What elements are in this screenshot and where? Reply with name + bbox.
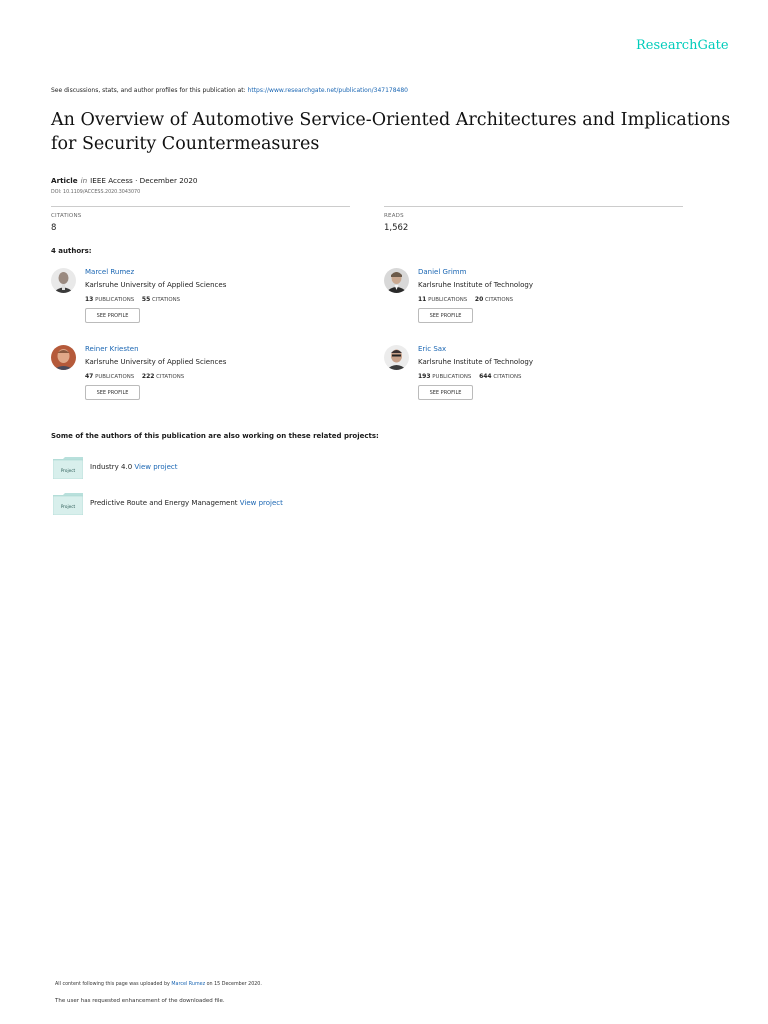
project-text <box>90 463 178 471</box>
upload-prefix: All content following this page was uploaded by <box>55 982 172 987</box>
author-institution: Karlsruhe Institute of Technology <box>418 281 533 289</box>
view-project-link[interactable]: View project <box>239 499 283 507</box>
publications-label: PUBLICATIONS <box>95 374 135 380</box>
citations-count: 644 <box>479 373 492 380</box>
publications-count: 193 <box>418 373 431 380</box>
venue-date: IEEE Access · December 2020 <box>90 176 198 185</box>
author-stats <box>418 296 519 303</box>
author-name-link[interactable]: Eric Sax <box>418 345 447 353</box>
project-icon-label: Project <box>60 468 76 473</box>
reads-divider <box>384 206 683 207</box>
citations-label: CITATIONS <box>484 297 514 303</box>
publications-label: PUBLICATIONS <box>95 297 135 303</box>
project-name: Predictive Route and Energy Management <box>90 499 238 507</box>
doi: DOI: 10.1109/ACCESS.2020.3043070 <box>51 190 141 195</box>
uploader-link[interactable]: Marcel Rumez <box>171 982 206 987</box>
author-card <box>51 345 351 415</box>
reads-count: 1,562 <box>384 223 409 233</box>
publications-count: 11 <box>418 296 427 303</box>
citations-label: CITATIONS <box>493 374 522 380</box>
reads-label: READS <box>384 213 404 219</box>
author-stats <box>85 373 190 380</box>
project-icon-label: Project <box>60 504 76 509</box>
publications-label: PUBLICATIONS <box>428 297 468 303</box>
author-name-link[interactable]: Daniel Grimm <box>418 268 467 276</box>
view-project-link[interactable]: View project <box>134 463 178 471</box>
citations-count: 8 <box>51 223 57 233</box>
enhancement-note: The user has requested enhancement of the downloaded file. <box>55 998 225 1004</box>
author-institution: Karlsruhe University of Applied Sciences <box>85 281 227 289</box>
author-stats <box>85 296 186 303</box>
avatar[interactable] <box>384 345 409 370</box>
author-card <box>384 268 684 338</box>
project-name: Industry 4.0 <box>90 463 133 471</box>
citations-label: CITATIONS <box>156 374 185 380</box>
see-profile-button[interactable]: SEE PROFILE <box>85 385 140 400</box>
upload-suffix: on 15 December 2020. <box>205 982 262 987</box>
publications-count: 47 <box>85 373 94 380</box>
publications-count: 13 <box>85 296 94 303</box>
author-card <box>51 268 351 338</box>
project-text <box>90 499 283 507</box>
author-name-link[interactable]: Marcel Rumez <box>85 268 135 276</box>
citations-count: 55 <box>141 296 151 303</box>
in-label: in <box>80 176 88 185</box>
project-folder-icon <box>53 457 83 479</box>
see-profile-button[interactable]: SEE PROFILE <box>85 308 140 323</box>
discussion-line <box>51 87 408 94</box>
see-profile-button[interactable]: SEE PROFILE <box>418 308 473 323</box>
citations-label: CITATIONS <box>151 297 181 303</box>
author-institution: Karlsruhe Institute of Technology <box>418 358 533 366</box>
see-profile-button[interactable]: SEE PROFILE <box>418 385 473 400</box>
article-type: Article <box>51 176 78 185</box>
author-institution: Karlsruhe University of Applied Sciences <box>85 358 227 366</box>
avatar[interactable] <box>51 345 76 370</box>
author-stats <box>418 373 527 380</box>
related-projects-heading: Some of the authors of this publication are also working on these related projects: <box>51 432 379 440</box>
publication-link[interactable]: https://www.researchgate.net/publication/347178480 <box>247 87 408 94</box>
citations-divider <box>51 206 350 207</box>
authors-heading: 4 authors: <box>51 247 92 255</box>
discussion-prefix: See discussions, stats, and author profiles for this publication at: <box>51 87 248 94</box>
publications-label: PUBLICATIONS <box>432 374 472 380</box>
project-folder-icon <box>53 493 83 515</box>
citations-label: CITATIONS <box>51 213 82 219</box>
publication-meta <box>51 176 198 185</box>
avatar[interactable] <box>51 268 76 293</box>
upload-note <box>55 982 262 987</box>
publication-title: An Overview of Automotive Service-Oriented Architectures and Implications for Security Countermeasures <box>51 110 731 154</box>
citations-count: 20 <box>474 296 484 303</box>
citations-count: 222 <box>141 373 155 380</box>
author-name-link[interactable]: Reiner Kriesten <box>85 345 139 353</box>
author-card <box>384 345 684 415</box>
avatar[interactable] <box>384 268 409 293</box>
researchgate-logo[interactable]: ResearchGate <box>636 38 729 53</box>
